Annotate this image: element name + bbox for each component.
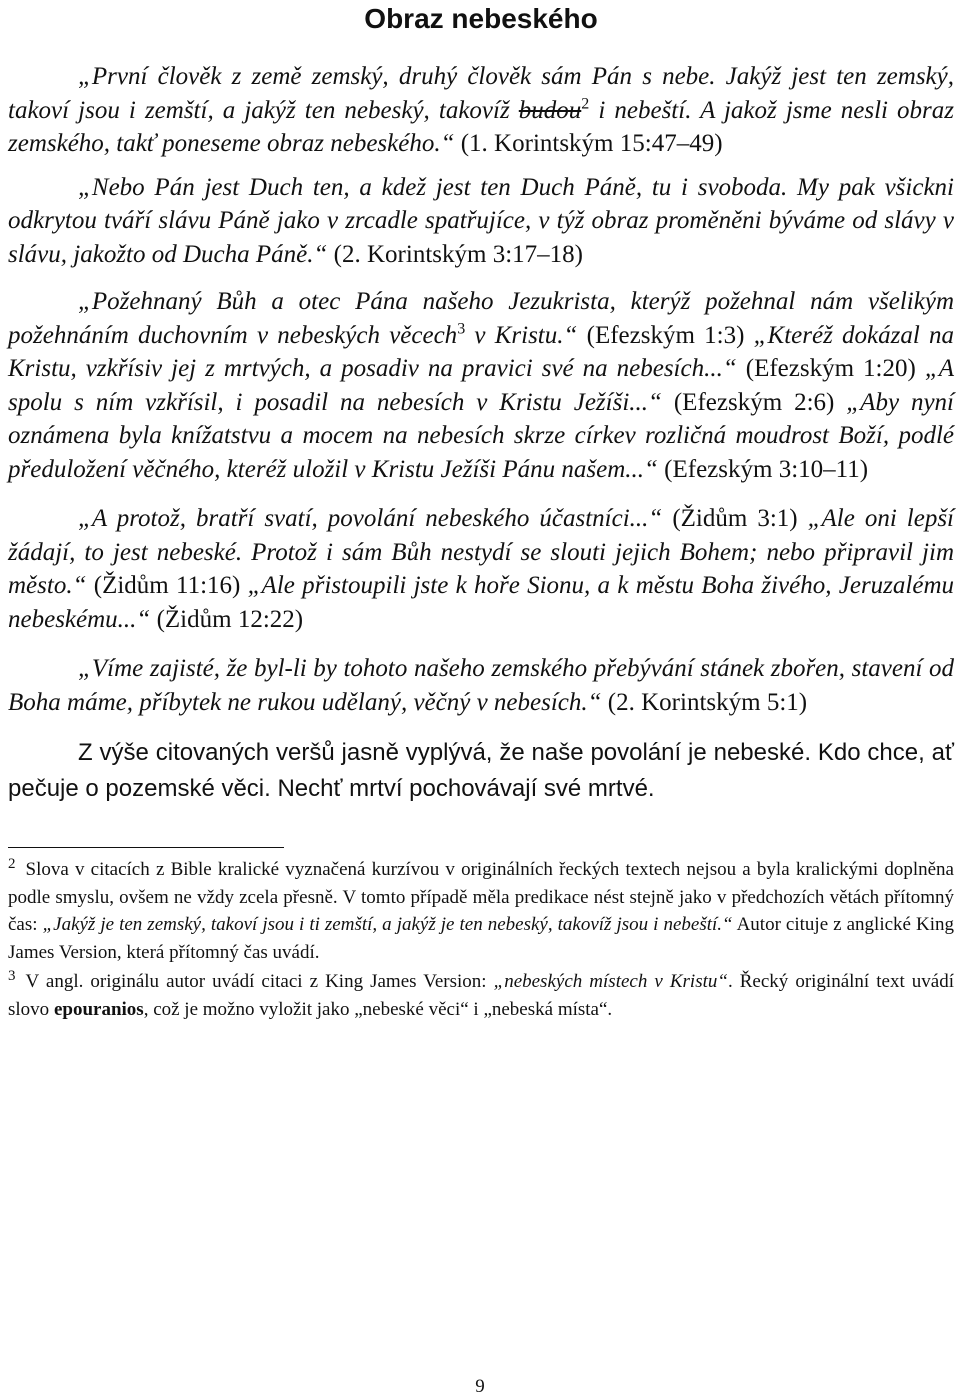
quote-text: „Nebo Pán jest Duch ten, a kdež jest ten Duch Páně, tu i svoboda. My pak všickni odkrytou tváří slávu Páně jako v zrcadle spatřujíce, v týž obraz proměněni býváme od slávy v slávu, jakožto od Ducha Páně.“ [8, 173, 954, 268]
quote-2-corinthians-5 [8, 652, 954, 719]
document-page [8, 0, 954, 1023]
footnote-number: 2 [8, 855, 16, 872]
quote-ephesians [8, 285, 954, 486]
quote-text: „Kteréž dokázal na Kristu, vzkřísiv jej z mrtvých, a posadiv na pravici své na nebesích...“ [8, 321, 955, 382]
footnote-quote: „Jakýž je ten zemský, takoví jsou i ti zemští, a jakýž je ten nebeský, takovíž jsou i nebeští.“ [42, 914, 733, 935]
scripture-reference: (Efezským 1:20) [736, 355, 925, 382]
footnote-text: V angl. originálu autor uvádí citaci z King James Version: [25, 971, 494, 992]
quote-text: „A spolu s ním vzkřísil, i posadil na nebesích v Kristu Ježíši...“ [8, 355, 954, 416]
quote-text: v Kristu.“ [465, 321, 578, 349]
scripture-reference: (Židům 11:16) [86, 572, 248, 599]
footnote-bold-term: epouranios [53, 998, 144, 1020]
quote-text: „První člověk z země zemský, druhý člověk sám Pán s nebe. Jakýž jest ten zemský, takoví jsou i zemští, a jakýž ten nebeský, takovíž [8, 63, 954, 124]
quote-text: „Víme zajisté, že byl-li by tohoto našeho zemského přebývání stánek zbořen, stavení od Boha máme, příbytek ne rukou udělaný, věčný v nebesích.“ [8, 655, 954, 716]
scripture-reference: (1. Korintským 15:47–49) [454, 130, 723, 157]
footnote-3 [8, 968, 954, 1023]
footnote-text: Slova v citacích z Bible kralické vyznačená kurzívou v originálních řeckých textech nejsou a byla kralickými doplněna podle smyslu, ovšem ne vždy zcela přesně. V tomto případě měla predikace nést stejně jako v předchozích větách přítomný čas: [8, 859, 954, 935]
scripture-reference: (Židům 12:22) [150, 605, 304, 633]
footnote-2 [8, 856, 954, 966]
footnote-ref-2[interactable]: 2 [581, 95, 590, 113]
scripture-reference: (Efezským 3:10–11) [657, 455, 869, 483]
footnote-number: 3 [8, 967, 16, 984]
conclusion-paragraph: Z výše citovaných veršů jasně vyplývá, že naše povolání je nebeské. Kdo chce, ať pečuje o pozemské věci. Nechť mrtví pochovávají své mrtvé. [8, 739, 954, 802]
footnote-ref-3[interactable]: 3 [457, 320, 466, 338]
page-number: 9 [475, 1376, 485, 1397]
footnote-text: . Řecký originální text uvádí slovo [8, 971, 954, 1020]
scripture-reference: (Efezským 1:3) [577, 321, 754, 349]
footnote-divider [8, 847, 284, 848]
quote-text: „Aby nyní oznámena byla knížatstvu a mocem na nebesích skrze církev rozličná moudrost Boží, podlé předuložení věčného, kteréž uložil v Kristu Ježíši Pánu našem...“ [8, 388, 954, 483]
quote-text: „A protož, bratří svatí, povolání nebeského účastníci...“ [78, 505, 663, 532]
scripture-reference: (2. Korintským 5:1) [601, 688, 808, 716]
quote-text: „Ale oni lepší žádají, to jest nebeské. Protož i sám Bůh nestydí se slouti jejich Bohem; nebo připravil jim město.“ [8, 505, 955, 599]
quote-2-corinthians-3 [8, 171, 954, 272]
scripture-reference: (Efezským 2:6) [661, 388, 847, 416]
footnote-text: , což je možno vyložit jako „nebeské věci“ i „nebeská místa“. [143, 998, 613, 1020]
quote-text: i nebeští. A jakož jsme nesli obraz zemského, takť poneseme obraz nebeského.“ [8, 96, 954, 157]
struck-word: budou [518, 96, 582, 124]
quote-1-corinthians-15 [8, 60, 954, 161]
footnote-text: Autor cituje z anglické King James Version, která přítomný čas uvádí. [8, 914, 954, 963]
scripture-reference: (Židům 3:1) [662, 505, 808, 532]
quote-text: „Ale přistoupili jste k hoře Sionu, a k městu Boha živého, Jeruzalému nebeskému...“ [8, 572, 954, 633]
quote-hebrews [8, 502, 954, 636]
quote-text: „Požehnaný Bůh a otec Pána našeho Jezukrista, kterýž požehnal nám všelikým požehnáním duchovním v nebeských věcech [8, 288, 954, 349]
scripture-reference: (2. Korintským 3:17–18) [327, 240, 583, 268]
footnote-quote: „nebeských místech v Kristu“ [493, 971, 728, 992]
page-title: Obraz nebeského [364, 3, 598, 34]
